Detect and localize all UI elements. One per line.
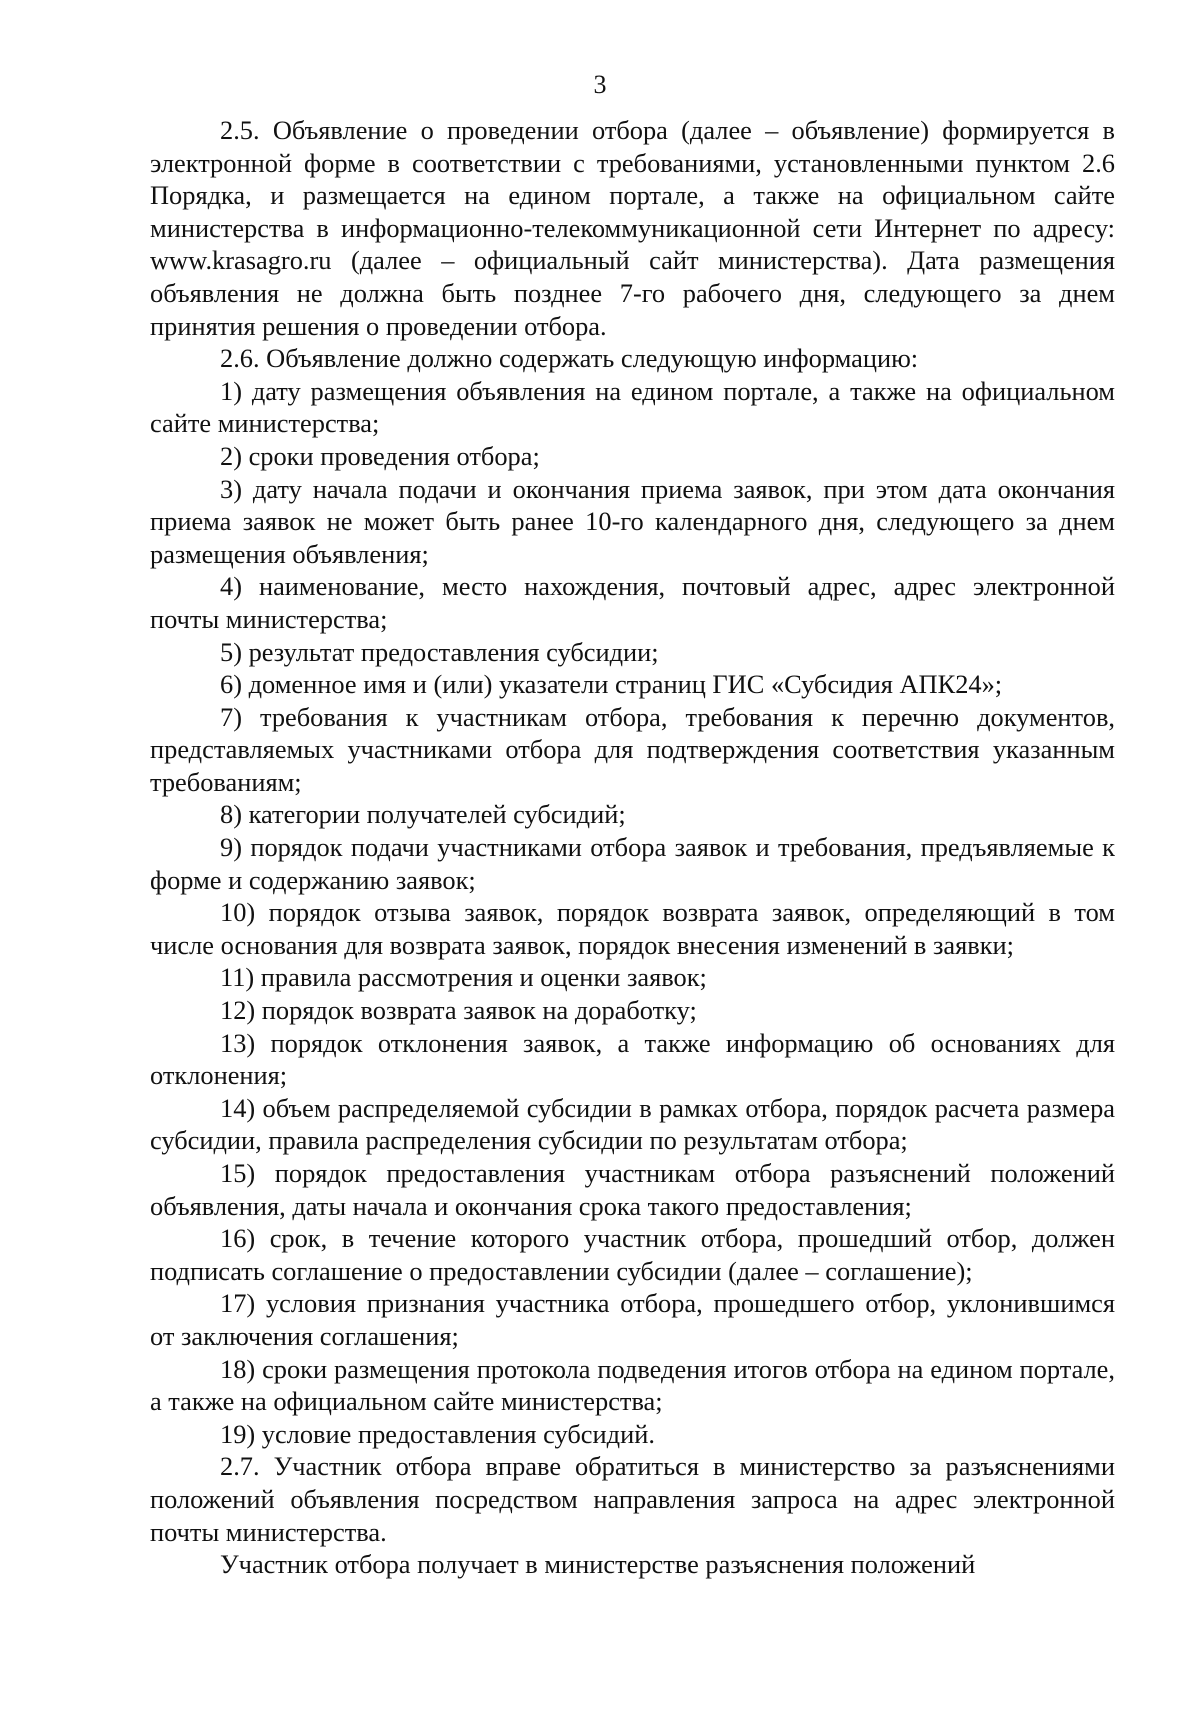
list-item-5: 5) результат предоставления субсидии; [220,636,659,667]
paragraph-2-5: 2.5. Объявление о проведении отбора (далее – объявление) формируется в электронной форме в соответствии с требованиями, установленными пунктом 2.6 Порядка, и размещается на едином портале, а также на официальном сайте министерства в информационно-телекоммуникационной сети Интернет по адресу: www.krasagro.ru (далее – официальный сайт министерства). Дата размещения объявления не должна быть позднее 7-го рабочего дня, следующего за днем принятия решения о проведении отбора. [150,115,1115,341]
list-item-18: 18) сроки размещения протокола подведения итогов отбора на едином портале, а также на официальном сайте министерства; [150,1353,1115,1417]
list-item-16: 16) срок, в течение которого участник отбора, прошедший отбор, должен подписать соглашение о предоставлении субсидии (далее – соглашение); [150,1223,1115,1286]
list-item-1: 1) дату размещения объявления на едином портале, а также на официальном сайте министерства; [150,375,1115,439]
list-item-3: 3) дату начала подачи и окончания приема заявок, при этом дата окончания приема заявок не может быть ранее 10-го календарного дня, следующего за днем размещения объявления; [150,473,1115,569]
list-item-12: 12) порядок возврата заявок на доработку; [220,995,697,1026]
list-item-17: 17) условия признания участника отбора, прошедшего отбор, уклонившимся от заключения соглашения; [150,1288,1115,1351]
list-item-11: 11) правила рассмотрения и оценки заявок; [220,962,707,993]
paragraph-2-7: 2.7. Участник отбора вправе обратиться в министерство за разъяснениями положений объявления посредством направления запроса на адрес электронной почты министерства. [150,1451,1115,1547]
list-item-9: 9) порядок подачи участниками отбора заявок и требования, предъявляемые к форме и содержанию заявок; [150,832,1115,895]
paragraph-continuation: Участник отбора получает в министерстве разъяснения положений [220,1549,976,1580]
list-item-10: 10) порядок отзыва заявок, порядок возврата заявок, определяющий в том числе основания для возврата заявок, порядок внесения изменений в заявки; [150,897,1115,960]
list-item-19: 19) условие предоставления субсидий. [220,1418,655,1449]
list-item-6: 6) доменное имя и (или) указатели страниц ГИС «Субсидия АПК24»; [220,669,1003,700]
list-item-7: 7) требования к участникам отбора, требования к перечню документов, представляемых участниками отбора для подтверждения соответствия указанным требованиям; [150,701,1115,797]
list-item-15: 15) порядок предоставления участникам отбора разъяснений положений объявления, даты начала и окончания срока такого предоставления; [150,1158,1115,1221]
list-item-14: 14) объем распределяемой субсидии в рамках отбора, порядок расчета размера субсидии, правила распределения субсидии по результатам отбора; [150,1092,1115,1156]
document-body [150,114,1115,1581]
list-item-13: 13) порядок отклонения заявок, а также информацию об основаниях для отклонения; [150,1027,1115,1091]
list-item-2: 2) сроки проведения отбора; [220,440,540,471]
list-item-4: 4) наименование, место нахождения, почтовый адрес, адрес электронной почты министерства; [150,571,1115,634]
page-number: 3 [593,70,607,99]
list-item-8: 8) категории получателей субсидий; [220,799,626,830]
paragraph-2-6: 2.6. Объявление должно содержать следующую информацию: [220,343,919,374]
